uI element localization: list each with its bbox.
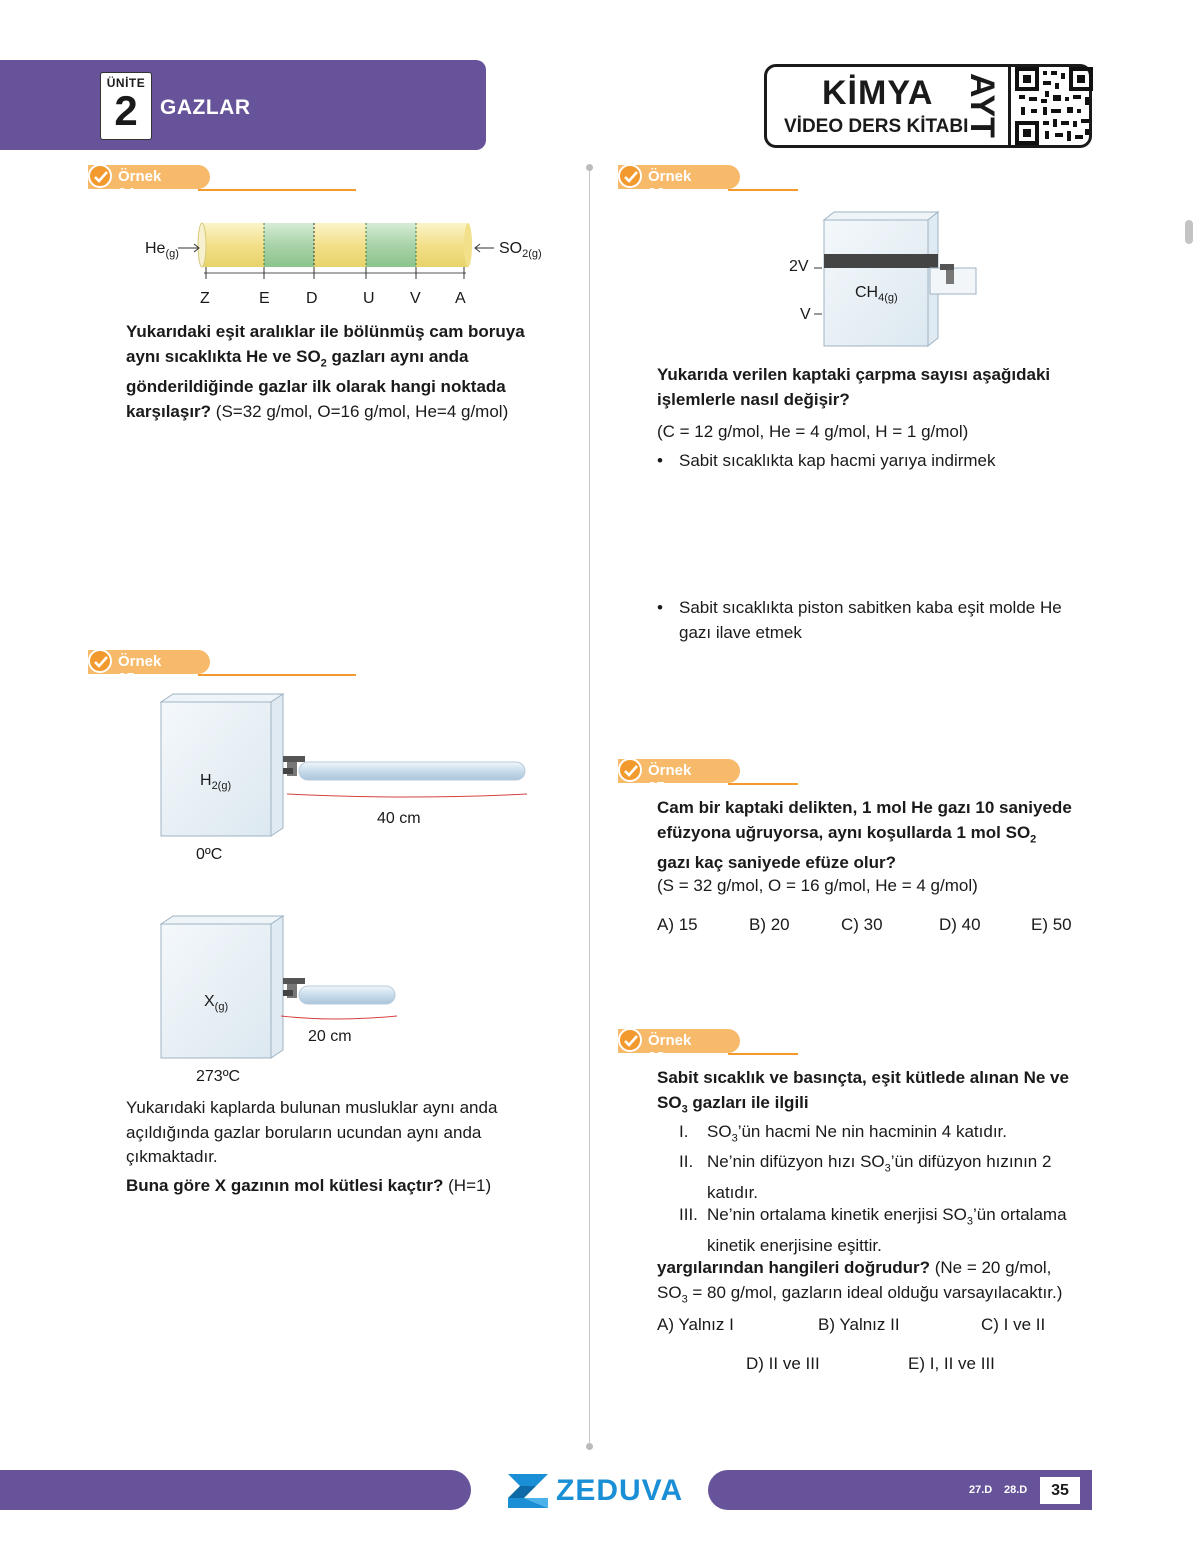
check-icon (618, 164, 642, 188)
example-28-question-2: yargılarından hangileri doğrudur? (Ne = 20 g/mol, $SO_3 = 80$ g/mol, gazların ideal olduğu varsayılacaktır.) (657, 1258, 1063, 1305)
statement-2: Ne’nin difüzyon hızı $SO_3’ün$ difüzyon hızının 2 katıdır. (707, 1152, 1052, 1202)
footer-bar-right (708, 1470, 1092, 1510)
box1-temperature: 0ºC (196, 846, 223, 863)
example-26-bullet-1: • (657, 451, 663, 470)
example-26-bullet-2: • (657, 598, 663, 617)
brand-level: AYT (962, 73, 1001, 138)
check-icon (618, 1028, 642, 1052)
qr-code-icon[interactable] (1008, 66, 1093, 146)
example-26-bullet-2-text: Sabit sıcaklıkta piston sabitken kaba eşit molde He gazı ilave etmek (679, 598, 1062, 642)
statement-3: Ne’nin ortalama kinetik enerjisi $SO_3’ün$ ortalama kinetik enerjisine eşittir. (707, 1205, 1067, 1255)
tube2-length: 20 cm (308, 1028, 352, 1045)
example-26-question: Yukarıda verilen kaptaki çarpma sayısı aşağıdaki işlemlerle nasıl değişir? (657, 365, 1051, 409)
tube1-length: 40 cm (377, 810, 421, 827)
ex28-option-b[interactable]: B) Yalnız II (818, 1315, 900, 1334)
divider-dot-bottom (586, 1443, 593, 1450)
divider-dot-top (586, 164, 593, 171)
statement-1: $SO_3’ün$ hacmi Ne nin hacminin 4 katıdır. (707, 1122, 1007, 1145)
mark-v: V (800, 306, 811, 323)
example-27-given: (S = 32 g/mol, O = 16 g/mol, He = 4 g/mol) (657, 876, 978, 895)
ex27-option-b[interactable]: B) 20 (749, 915, 790, 934)
unit-title: GAZLAR (160, 96, 251, 119)
tube-left-gas: $He_{(g)}$ (145, 240, 179, 261)
tube-point-u: U (363, 290, 375, 307)
check-icon (88, 164, 112, 188)
piston-container-diagram (810, 206, 990, 356)
unit-badge (100, 72, 152, 140)
example-28-question: Sabit sıcaklık ve basınçta, eşit kütlede alınan Ne ve $SO_3$ gazları ile ilgili (657, 1068, 1069, 1115)
tube-right-gas: $SO_{2(g)}$ (499, 240, 542, 261)
check-icon (88, 649, 112, 673)
tube-point-d: D (306, 290, 318, 307)
example-25-question: Buna göre X gazının mol kütlesi kaçtır? (H=1) (126, 1176, 492, 1195)
tube-point-v: V (410, 290, 421, 307)
example-24-question: Yukarıdaki eşit aralıklar ile bölünmüş cam boruya aynı sıcaklıkta He ve $SO_2$ gazları aynı anda gönderildiğinde gazlar ilk olarak hangi noktada karşılaşır? (S=32 g/mol, O=16 g/mol, He=4 g/mol) (126, 322, 525, 421)
example-26-given: (C = 12 g/mol, He = 4 g/mol, H = 1 g/mol) (657, 422, 969, 441)
statement-3-num: III. (679, 1205, 698, 1224)
tube-point-z: Z (200, 290, 210, 307)
ex27-option-e[interactable]: E) 50 (1031, 915, 1072, 934)
example-27-question: Cam bir kaptaki delikten, 1 mol He gazı 10 saniyede efüzyona uğruyorsa, aynı koşullarda 1 mol $SO_2$ gazı kaç saniyede efüze olur? (657, 798, 1072, 873)
column-divider (589, 166, 590, 1446)
example-25-text: Yukarıdaki kaplarda bulunan musluklar aynı anda açıldığında gazlar boruların ucundan aynı anda çıkmaktadır. (126, 1098, 498, 1166)
ex28-option-d[interactable]: D) II ve III (746, 1354, 820, 1373)
unit-label: ÜNİTE (106, 76, 146, 90)
zeduva-brand: ZEDUVA (556, 1474, 684, 1507)
example-24-label: Örnek 24 (118, 168, 162, 202)
box1-gas: $H_{2(g)}$ (200, 772, 232, 793)
example-27-label: Örnek 27 (648, 762, 692, 796)
example-28-label: Örnek 28 (648, 1032, 692, 1066)
footer-bar-left (0, 1470, 471, 1510)
ex28-option-a[interactable]: A) Yalnız I (657, 1315, 734, 1334)
ex27-option-c[interactable]: C) 30 (841, 915, 883, 934)
zeduva-logo-icon (506, 1472, 550, 1510)
ex28-option-c[interactable]: C) I ve II (981, 1315, 1046, 1334)
tube-point-e: E (259, 290, 270, 307)
brand-subtitle: VİDEO DERS KİTABI (784, 116, 969, 137)
tube-point-a: A (455, 290, 466, 307)
scrollbar-thumb[interactable] (1185, 220, 1193, 244)
statement-1-num: I. (679, 1122, 689, 1141)
box2-gas: $X_{(g)}$ (204, 993, 229, 1014)
statement-2-num: II. (679, 1152, 694, 1171)
answer-key-28: 28.D (1004, 1484, 1028, 1496)
example-26-label: Örnek 26 (648, 168, 692, 202)
box2-temperature: 273ºC (196, 1068, 241, 1085)
unit-number: 2 (114, 87, 138, 134)
example-26-bullet-1-text: Sabit sıcaklıkta kap hacmi yarıya indirmek (679, 451, 996, 470)
answer-key-27: 27.D (969, 1484, 993, 1496)
ex27-option-a[interactable]: A) 15 (657, 915, 698, 934)
example-25-label: Örnek 25 (118, 653, 162, 687)
check-icon (618, 758, 642, 782)
page-number: 35 (1040, 1477, 1080, 1504)
ch4-gas: $CH_{4(g)}$ (855, 284, 898, 305)
ex27-option-d[interactable]: D) 40 (939, 915, 981, 934)
mark-2v: 2V (789, 258, 809, 275)
container-x-diagram (155, 912, 415, 1072)
brand-title: KİMYA (822, 74, 934, 112)
ex28-option-e[interactable]: E) I, II ve III (908, 1354, 995, 1373)
container-h2-diagram (155, 690, 535, 850)
